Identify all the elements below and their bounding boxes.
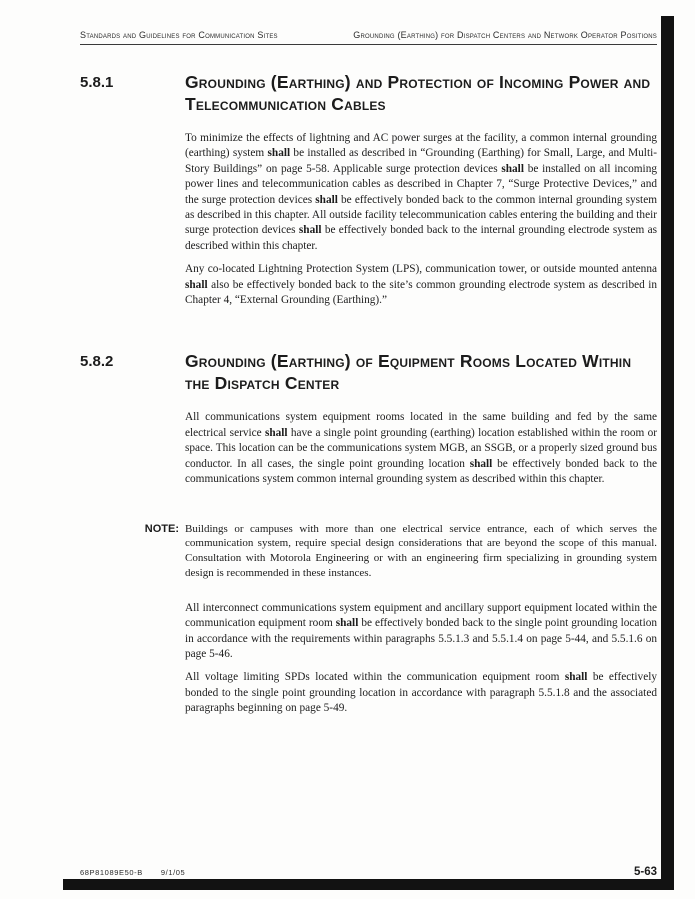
note-label: NOTE: xyxy=(144,522,179,535)
section-number: 5.8.1 xyxy=(80,74,114,91)
body-paragraph: Any co-located Lightning Protection System (LPS), communication tower, or outside mounted antenna shall also be effectively bonded back to the site’s common grounding electrode system as described in Chapter 4, “External Grounding (Earthing).” xyxy=(185,263,657,307)
body-paragraph: To minimize the effects of lightning and AC power surges at the facility, a common internal grounding (earthing) system shall be installed as described in “Grounding (Earthing) for Small, Large, and Multi-Story Buildings” on page 5-58. Applicable surge protection devices shall be installed on all incoming power lines and telecommunication cables as described in Chapter 7, “Surge Protective Devices,” and the surge protection devices shall be effectively bonded back to the common internal grounding system as described in this chapter. All outside facility telecommunication cables entering the building and their surge protection devices shall be effectively bonded back to the internal grounding electrode system as described within this chapter. xyxy=(185,132,657,252)
running-header-right: Grounding (Earthing) for Dispatch Centers and Network Operator Positions xyxy=(353,30,657,40)
footer-date: 9/1/05 xyxy=(160,868,186,877)
body-paragraph: All communications system equipment rooms located in the same building and fed by the same electrical service shall have a single point grounding (earthing) location established within the room or space. This location can be the communications system MGB, an SSGB, or a properly sized ground bus conductor. In all cases, the single point grounding location shall be effectively bonded back to the communications system common internal grounding system as described within this chapter. xyxy=(185,411,657,486)
closing-paragraphs xyxy=(80,601,657,725)
closing-body xyxy=(185,601,657,725)
footer-doc-info xyxy=(80,868,185,877)
section-5-8-2 xyxy=(80,350,657,495)
scan-edge-right xyxy=(661,16,674,890)
section-number: 5.8.2 xyxy=(80,353,114,371)
section-title: Grounding (Earthing) of Equipment Rooms Located Within the Dispatch Center xyxy=(185,351,632,394)
scan-edge-bottom xyxy=(63,879,674,890)
header-rule xyxy=(80,44,657,45)
page-footer xyxy=(80,866,657,878)
section-body xyxy=(185,131,657,316)
running-header xyxy=(80,30,657,40)
note-block xyxy=(80,522,657,581)
body-paragraph: All interconnect communications system equipment and ancillary support equipment located within the communication equipment room shall be effectively bonded back to the single point grounding location in accordance with the requirements within paragraphs 5.5.1.3 and 5.5.1.4 on page 5-44, and 5.5.1.6 on page 5-46. xyxy=(185,601,658,660)
section-title: Grounding (Earthing) and Protection of Incoming Power and Telecommunication Cables xyxy=(185,72,651,114)
footer-doc-number: 68P81089E50-B xyxy=(80,868,143,877)
section-5-8-1 xyxy=(80,71,657,316)
section-body xyxy=(185,410,657,495)
page-content xyxy=(80,30,657,725)
running-header-left: Standards and Guidelines for Communication Sites xyxy=(80,30,278,40)
footer-page-number: 5-63 xyxy=(633,866,657,878)
body-paragraph: All voltage limiting SPDs located within the communication equipment room shall be effectively bonded to the single point grounding location in accordance with paragraph 5.5.1.8 and the associated paragraphs beginning on page 5-49. xyxy=(185,671,657,715)
note-text: Buildings or campuses with more than one electrical service entrance, each of which serves the communication system, require special design considerations that are beyond the scope of this manual. Consultation with Motorola Engineering or with an engineering firm specializing in grounding system design is recommended in these instances. xyxy=(185,522,657,579)
